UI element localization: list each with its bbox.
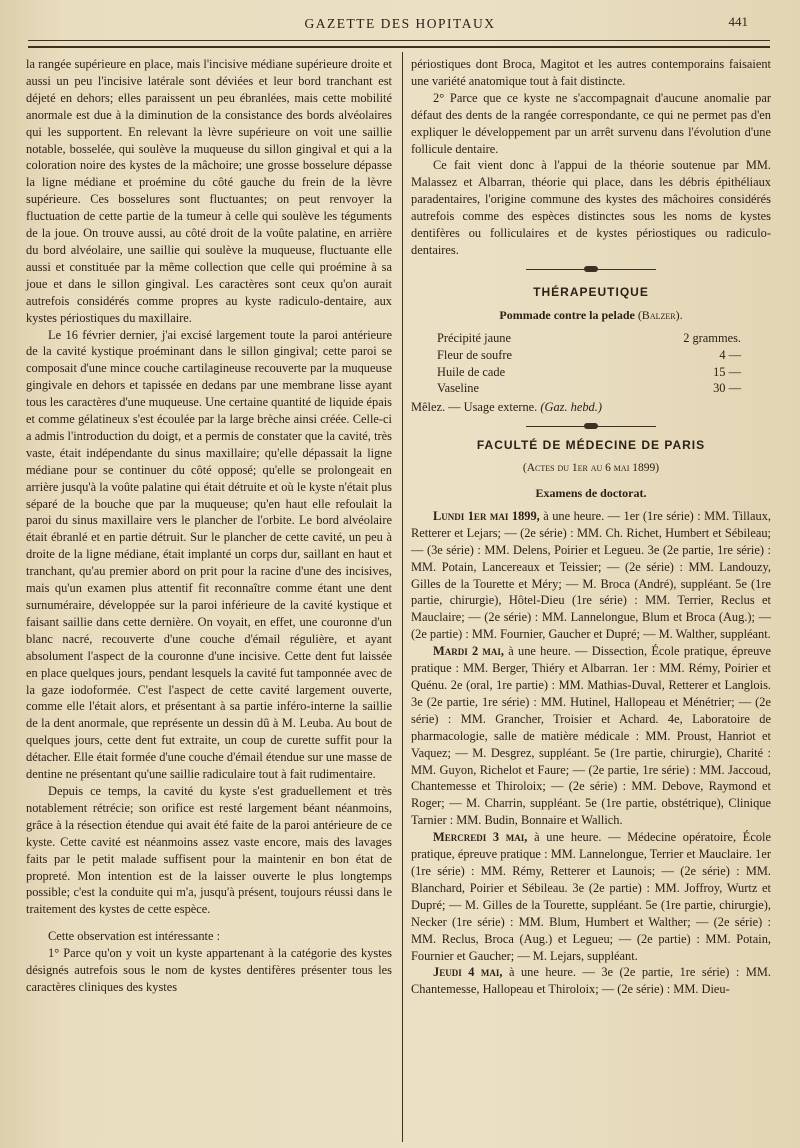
paragraph: 2° Parce que ce kyste ne s'accompagnait d'aucune anomalie par défaut des dents de la rangée correspondante, ce qui ne permet pas d'en expliquer le développement par un arrêt survenu dans l'évolution d'une follicule dentaire. [411, 90, 771, 156]
left-column [26, 56, 392, 996]
ingredient-name: Fleur de soufre [437, 347, 513, 362]
paragraph: périostiques dont Broca, Magitot et les autres contemporains faisaient une variété anatomique tout à fait distincte. [411, 57, 771, 88]
ingredient-list [411, 330, 771, 398]
exam-entry [411, 508, 771, 643]
ingredient-dose: 2 grammes. [683, 330, 741, 345]
page-header [0, 14, 800, 34]
paragraph: 1° Parce qu'on y voit un kyste appartenant à la catégorie des kystes désignés autrefois sous le nom de kystes dentifères présenter tous les caractères cliniques des kystes [26, 946, 392, 994]
ingredient-dose: 15 — [713, 364, 741, 379]
usage-source: (Gaz. hebd.) [540, 400, 602, 415]
exam-text: à une heure. — 3e (2e partie, 1re série) : MM. Chantemesse, Hallopeau et Thiroloix; — (2e série) : MM. Dieu- [411, 965, 771, 997]
ingredient-row [411, 330, 771, 347]
recipe-source: (Balzer). [637, 307, 683, 322]
paragraph: Cette observation est intéressante : [48, 929, 221, 944]
paragraph: Ce fait vient donc à l'appui de la théorie soutenue par MM. Malassez et Albarran, théorie qui place, dans les débris épithéliaux paradentaires, l'origine commune des kystes des mâchoires considérés autrefois comme des espèces distinctes sous les noms de kystes dentifères ou folliculaires et de kystes périostiques ou radiculo-dentaires. [411, 158, 771, 257]
column-separator [402, 52, 403, 1142]
section-divider [526, 269, 656, 270]
paragraph: Le 16 février dernier, j'ai excisé largement toute la paroi antérieure de la cavité kystique proéminant dans le sillon gingival; cette paroi se composait d'une mince couche cartilagineuse recouverte par la muqueuse gingivale en dehors et tapissée en dedans par une membrane lisse ayant tous les caractères d'une muqueuse. Une certaine quantité de liquide épais et comme gélatineux s'est écoulée par la large brèche ainsi créée. Celle-ci a admis l'introduction du doigt, et a permis de constater que la cavité, très vaste, était indépendante du sinus maxillaire; qu'elle dépassait la ligne médiane pour se continuer du côté opposé; qu'elle se prolongeait en arrière jusqu'à la voûte palatine qui était détruite et où le kyste n'était plus séparé de la bouche que par la muqueuse; qu'en haut elle refoulait la paroi du sinus maxillaire vers le plancher de l'orbite. Le bord alvéolaire était ébranlé et en partie détruit. Sur le plancher de cette cavité, un peu à droite de la ligne médiane, était implanté un corps dur, saillant en haut et tranchant, qu'au premier abord on prit pour la racine d'une des incisives, mais qu'un examen plus attentif fit reconnaître comme étant une dent surnuméraire, développée sur la paroi inférieure de la cavité kystique et faisant saillie dans cette dernière. On voyait, en effet, une couronne d'un blanc nacré, recouverte d'une couche d'émail régulière, et ayant absolument l'aspect de la couronne d'une incisive. Cette dent fut laissée en place quelques jours, pendant lesquels la cavité fut tamponnée avec de la gaze iodoformée. C'est l'aspect de cette cavité largement ouverte, comme elle l'était alors, et présentant à sa partie inféro-interne la saillie de la dent anormale, que représente un dessin dû à M. Leuba. Au bout de quelques jours, cette dent fut extraite, un coup de curette suffit pour la détacher. Elle était formée d'une couche d'émail étendue sur une masse de dentine ne présentant qu'une saillie radiculaire tout à fait rudimentaire. [26, 327, 392, 782]
exam-entry [411, 964, 771, 998]
therapeutique-heading: THÉRAPEUTIQUE [533, 284, 649, 299]
faculte-dates: (Actes du 1er au 6 mai 1899) [522, 462, 660, 475]
exam-entry [411, 643, 771, 829]
ingredient-row [411, 380, 771, 397]
section-divider [526, 426, 656, 427]
exam-day: Mardi 2 mai, [433, 644, 504, 659]
recipe-title [411, 307, 771, 324]
usage-text: Mêlez. — Usage externe. [411, 400, 538, 415]
exam-day: Lundi 1er mai 1899, [433, 508, 540, 523]
ingredient-row [411, 347, 771, 364]
ingredient-dose: 30 — [713, 381, 741, 396]
exam-text: à une heure. — Médecine opératoire, École pratique, épreuve pratique : MM. Lannelongue, Terrier et Mauclaire. 1er (1re série) : MM. Rémy, Retterer et Launois; — (2e série) : MM. Blanchard, Poirier et Sébileau. 3e (2e partie) : MM. Joffroy, Wurtz et Dupré; — M. Gilles de la Tourette, suppléant. 5e (1re partie, chirurgie), Necker (1re série) : MM. Blum, Humbert et Walther; — (2e série) : MM. Reclus, Broca (Aug.) et Legueu; — (2e partie) : MM. Potain, Fournier et Gaucher; — M. Lejars, suppléant. [411, 830, 771, 963]
faculte-heading: FACULTÉ DE MÉDECINE DE PARIS [476, 438, 706, 453]
right-column [411, 56, 771, 998]
exam-day: Jeudi 4 mai, [433, 965, 503, 980]
exam-day: Mercredi 3 mai, [433, 830, 528, 845]
usage-line [411, 399, 771, 416]
paragraph: la rangée supérieure en place, mais l'incisive médiane supérieure droite et aussi un peu l'incisive latérale sont déviées et leur bord tranchant est déjeté en dehors; elles paraissent un peu ébranlées, mais cette mobilité anormale est due à la diminution de la consistance des bords alvéolaires qui les supportent. En relevant la lèvre supérieure on voit une saillie notable, bosselée, qui soulève la muqueuse du sillon gingival et qui a la coloration noire des kystes de la mâchoire; une grosse bosselure dépasse la ligne médiane et proémine du côté gauche du frein de la lèvre supérieure. Ces bosselures sont fluctuantes; on peut renvoyer la fluctuation de cette partie de la tumeur à celle qui soulève les téguments de la joue. On trouve aussi, au côté droit de la voûte palatine, en arrière du bord alvéolaire, une saillie qui soulève la muqueuse, fluctuante elle aussi et constituée par la même collection que celle qui proémine à sa joue et dans le sillon gingival. Les caractères sont ceux qu'on aurait autrefois considérés comme propres au kyste radiculo-dentaire, aux kystes périostiques du maxillaire. [26, 57, 392, 325]
ingredient-name: Précipité jaune [437, 330, 511, 345]
ingredient-dose: 4 — [719, 347, 741, 362]
exam-text: à une heure. — 1er (1re série) : MM. Tillaux, Retterer et Lejars; — (2e série) : MM. Ch. Richet, Humbert et Sébileau; — (3e série) : MM. Delens, Poirier et Legueu. 3e (2e partie, 1re série) : MM. Potain, Lancereaux et Teissier; — (2e série) : MM. Landouzy, Gilles de la Tourette et Méry; — M. Broca (André), suppléant. 5e (1re partie, chirurgie), Hôtel-Dieu (1re série) : MM. Terrier, Reclus et Mauclaire; — (2e série) : MM. Lannelongue, Blum et Broca (Aug.); — (2e partie) : MM. Fournier, Gaucher et Dupré; — M. Walther, suppléant. [411, 508, 771, 642]
exam-text: à une heure. — Dissection, École pratique, épreuve pratique : MM. Berger, Thiéry et Albarran. 1er : MM. Rémy, Poirier et Quénu. 2e (oral, 1re partie) : MM. Mathias-Duval, Retterer et Langlois. 3e (2e partie, 1re série) : MM. Hutinel, Hallopeau et Ménétrier; — (2e série) : MM. Grancher, Troisier et Achard. 4e, Laboratoire de pharmacologie, salle de matière médicale : MM. Proust, Hanriot et Vaquez; — M. Desgrez, suppléant. 5e (1re partie, chirurgie), Charité : MM. Guyon, Richelot et Faure; — (2e partie, 1re série) : MM. Jaccoud, Chantemesse et Thiroloix; — (2e série) : MM. Debove, Raymond et Roger; — M. Charrin, suppléant. 5e (1re partie, obstétrique), Clinique Tarnier : MM. Budin, Bonnaire et Wallich. [411, 644, 771, 828]
exam-entry [411, 829, 771, 964]
header-rule-thick [28, 46, 770, 48]
page-number: 441 [728, 14, 748, 29]
ingredient-name: Huile de cade [437, 364, 506, 379]
recipe-name: Pommade contre la pelade [499, 307, 635, 322]
newspaper-title: GAZETTE DES HOPITAUX [304, 16, 496, 31]
paragraph: Depuis ce temps, la cavité du kyste s'est graduellement et très notablement rétrécie; son orifice est resté largement béant néanmoins, grâce à la résection étendue qui avait été faite de la paroi antérieure de ce kyste. Cette cavité est néanmoins assez vaste encore, mais des lavages faits par le petit malade suffisent pour la maintenir en bon état de propreté. Mon intention est de la laisser ouverte le plus longtemps possible; c'est la conduite qui m'a, jusqu'à présent, toujours réussi dans le traitement des kystes de cette espèce. [26, 783, 392, 917]
header-rule-thin [28, 40, 770, 41]
ingredient-row [411, 364, 771, 381]
exams-title: Examens de doctorat. [535, 486, 647, 501]
ingredient-name: Vaseline [437, 381, 479, 396]
